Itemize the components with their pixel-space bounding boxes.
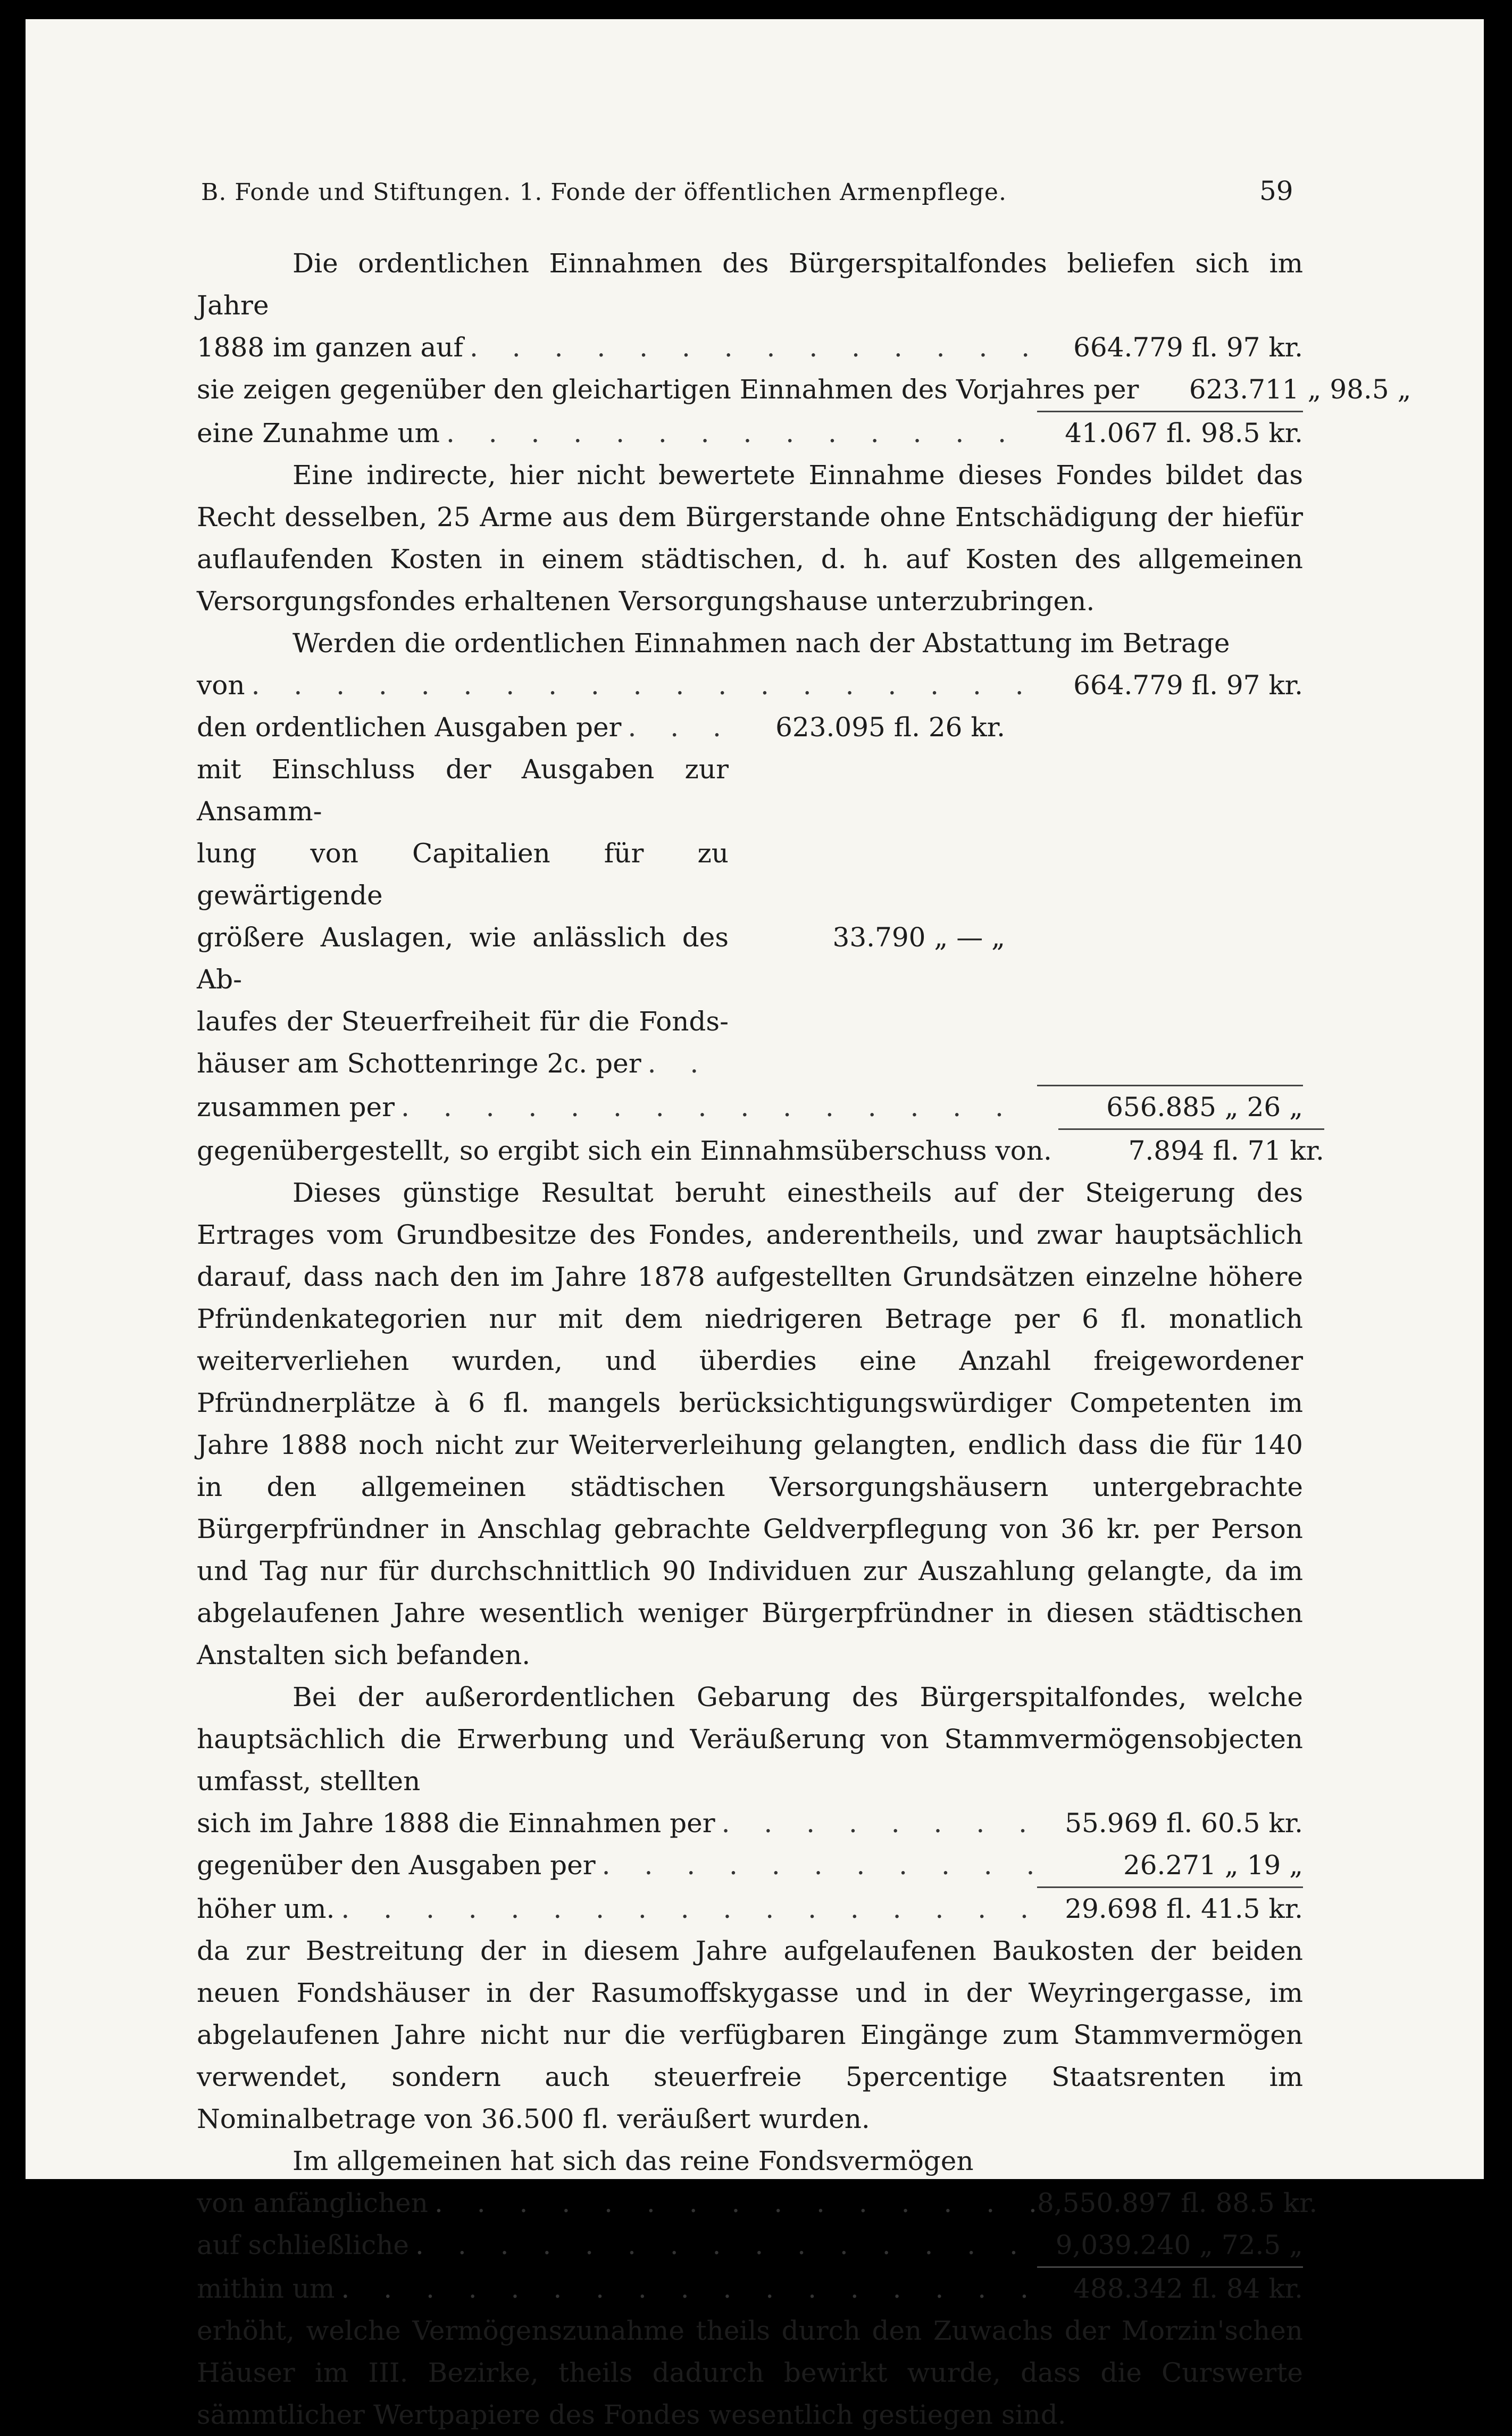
body-text: [197, 243, 1411, 2436]
ledger-total-row: [197, 411, 1303, 454]
ledger-label: auf schließliche: [197, 2230, 410, 2260]
leader-dots: [715, 1802, 1037, 1844]
ledger-amount: 55.969 fl. 60.5 kr.: [1065, 1808, 1303, 1839]
leader-dots: [621, 706, 729, 749]
leader-dots: [428, 2182, 1037, 2224]
ledger-amount: 7.894 fl. 71 kr.: [1058, 1128, 1324, 1172]
ledger-amount: 664.779 fl. 97 kr.: [1073, 332, 1303, 363]
leader-dots: [1052, 1130, 1058, 1172]
ledger-row: [197, 369, 1411, 411]
ledger-label: sie zeigen gegenüber den gleichartigen Einnahmen des Vorjahres per: [197, 374, 1139, 405]
ledger-row: [197, 327, 1303, 369]
paragraph-construction-costs: da zur Bestreitung der in diesem Jahre aufgelaufenen Baukosten der beiden neuen Fondshäuser in der Rasumoffskygasse und in der Weyringergasse, im abgelaufenen Jahre nicht nur die verfügbaren Eingänge zum Stammvermögen verwendet, sondern auch steuerfreie 5percentige Staatsrenten im Nominalbetrage von 36.500 fl. veräußert wurden.: [197, 1935, 1303, 2134]
sub-ledger-amount: 33.790 „ — „: [832, 922, 1005, 953]
ledger-row: [197, 664, 1303, 706]
leader-dots: [245, 664, 1037, 706]
ledger-label: gegenübergestellt, so ergibt sich ein Einnahmsüberschuss von.: [197, 1135, 1052, 1166]
leader-dots: [596, 1844, 1037, 1886]
ledger-total-row: [197, 1128, 1324, 1172]
running-head: B. Fonde und Stiftungen. 1. Fonde der öffentlichen Armenpflege.: [201, 179, 1007, 206]
ledger-total-row: [197, 2266, 1303, 2310]
ledger-amount: 623.711 „ 98.5 „: [1189, 374, 1411, 405]
ledger-row: [197, 2182, 1318, 2224]
leader-dots: [395, 1086, 1037, 1128]
paragraph-asset-increase: erhöht, welche Vermögenszunahme theils durch den Zuwachs der Morzin'schen Häuser im III. Bezirke, theils dadurch bewirkt wurde, dass die Curswerte sämmtlicher Wertpapiere des Fondes wesentlich gestiegen sind.: [197, 2315, 1303, 2430]
ledger-amount: 656.885 „ 26 „: [1037, 1085, 1303, 1128]
leader-dots: [1139, 369, 1145, 411]
paragraph-ordinary-income: Die ordentlichen Einnahmen des Bürgerspitalfondes beliefen sich im Jahre: [197, 248, 1303, 321]
ledger-label: höher um.: [197, 1893, 335, 1924]
ledger-label: von anfänglichen: [197, 2188, 428, 2218]
ledger-label: von: [197, 670, 245, 701]
ledger-amount: 664.779 fl. 97 kr.: [1073, 670, 1303, 701]
paragraph-net-assets: Im allgemeinen hat sich das reine Fondsvermögen: [293, 2146, 974, 2176]
paragraph-comparison: Werden die ordentlichen Einnahmen nach der Abstattung im Betrage: [293, 628, 1230, 659]
ledger-label: den ordentlichen Ausgaben per: [197, 712, 622, 743]
page-number: 59: [1259, 176, 1293, 206]
ledger-label: gegenüber den Ausgaben per: [197, 1850, 596, 1881]
ledger-amount: 29.698 fl. 41.5 kr.: [1037, 1886, 1303, 1930]
ledger-amount: 488.342 fl. 84 kr.: [1037, 2266, 1303, 2310]
sub-ledger-row: [197, 749, 1303, 1085]
sub-ledger-line: laufes der Steuerfreiheit für die Fonds-: [197, 1006, 729, 1037]
paragraph-indirect-income: Eine indirecte, hier nicht bewertete Einnahme dieses Fondes bildet das Recht desselben, 25 Arme aus dem Bürgerstande ohne Entschädigung der hiefür auflaufenden Kosten in einem städtischen, d. h. auf Kosten des allgemeinen Versorgungsfondes erhaltenen Versorgungshause unterzubringen.: [197, 460, 1303, 617]
sub-ledger-line: [197, 706, 729, 749]
sub-ledger-label: [197, 749, 729, 1085]
ledger-label: mithin um: [197, 2273, 335, 2304]
leader-dots: [335, 2268, 1037, 2310]
leader-dots: [641, 1043, 729, 1085]
leader-dots: [440, 412, 1037, 454]
ledger-label: sich im Jahre 1888 die Einnahmen per: [197, 1808, 715, 1839]
leader-dots: [409, 2224, 1037, 2266]
ledger-row: [197, 2224, 1303, 2266]
ledger-total-row: [197, 1886, 1303, 1930]
document-page: [26, 19, 1484, 2430]
ledger-amount: 9,039.240 „ 72.5 „: [1055, 2230, 1303, 2260]
sub-ledger-label: [197, 706, 729, 749]
ledger-amount: 26.271 „ 19 „: [1123, 1850, 1303, 1881]
ledger-row: [197, 1844, 1303, 1886]
paragraph-extraordinary: Bei der außerordentlichen Gebarung des Bürgerspitalfondes, welche hauptsächlich die Erwerbung und Veräußerung von Stammvermögensobjecten umfasst, stellten: [197, 1682, 1303, 1797]
ledger-row: [197, 1802, 1303, 1844]
sub-ledger-amount: 623.095 fl. 26 kr.: [775, 712, 1005, 743]
sub-ledger-line: größere Auslagen, wie anlässlich des Ab-: [197, 922, 729, 995]
ledger-label: zusammen per: [197, 1092, 395, 1123]
leader-dots: [463, 327, 1037, 369]
leader-dots: [335, 1888, 1037, 1930]
sub-ledger-line: [197, 1043, 729, 1085]
paragraph-result-explanation: Dieses günstige Resultat beruht einestheils auf der Steigerung des Ertrages vom Grundbesitze des Fondes, anderentheils, und zwar hauptsächlich darauf, dass nach den im Jahre 1878 aufgestellten Grundsätzen einzelne höhere Pfründenkategorien nur mit dem niedrigeren Betrage per 6 fl. monatlich weiterverliehen wurden, und überdies eine Anzahl freigewordener Pfründnerplätze à 6 fl. mangels berücksichtigungswürdiger Competenten im Jahre 1888 noch nicht zur Weiterverleihung gelangten, endlich dass die für 140 in den allgemeinen städtischen Versorgungshäusern untergebrachte Bürgerpfründner in Anschlag gebrachte Geldverpflegung von 36 kr. per Person und Tag nur für durchschnittlich 90 Individuen zur Auszahlung gelangte, da im abgelaufenen Jahre wesentlich weniger Bürgerpfründner in diesen städtischen Anstalten sich befanden.: [197, 1177, 1303, 1670]
ledger-total-row: [197, 1085, 1303, 1128]
ledger-amount: 41.067 fl. 98.5 kr.: [1037, 411, 1303, 454]
sub-ledger-line: mit Einschluss der Ausgaben zur Ansamm-: [197, 754, 729, 827]
ledger-amount: 8,550.897 fl. 88.5 kr.: [1037, 2188, 1318, 2218]
sub-ledger-row: [197, 706, 1303, 749]
ledger-label: 1888 im ganzen auf: [197, 332, 464, 363]
ledger-label: eine Zunahme um: [197, 418, 440, 448]
sub-ledger-line: lung von Capitalien für zu gewärtigende: [197, 838, 729, 911]
ledger-label: häuser am Schottenringe 2c. per: [197, 1048, 641, 1079]
